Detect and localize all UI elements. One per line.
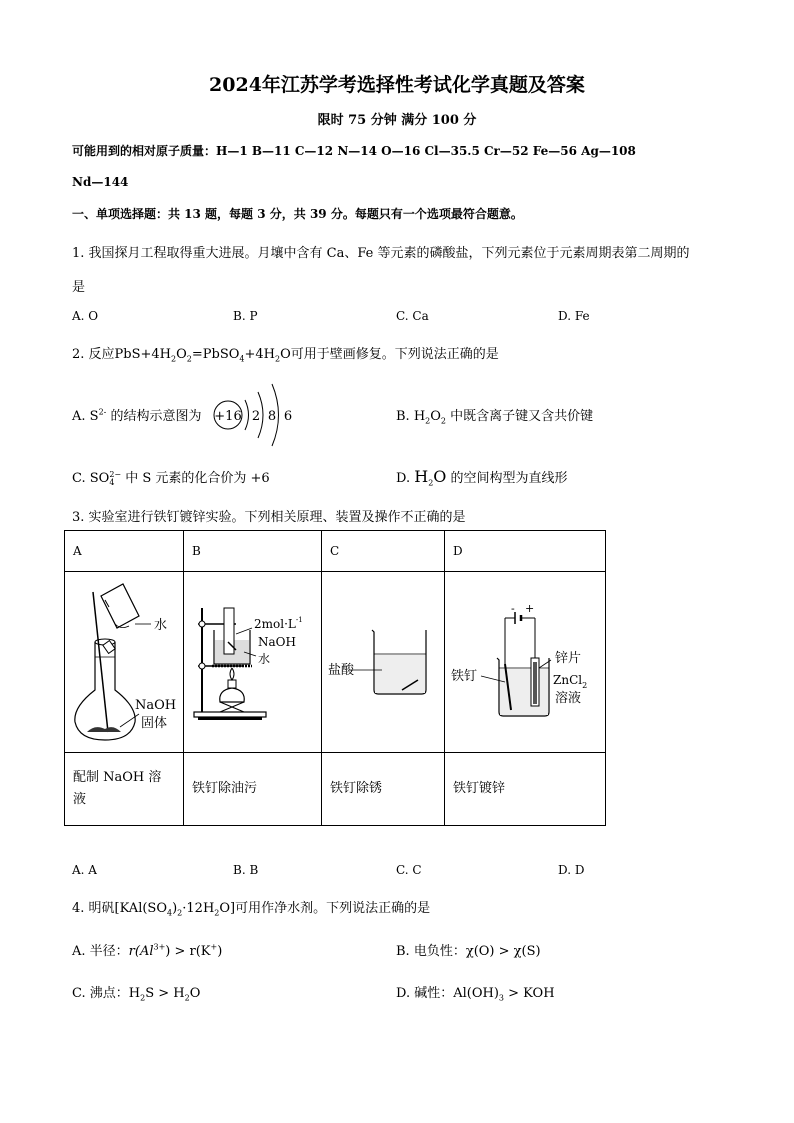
column-header-c: C (322, 531, 445, 572)
label-solid: 固体 (141, 716, 168, 731)
q1-option-c[interactable]: C. Ca (396, 309, 429, 323)
battery-negative: - (511, 602, 515, 615)
figure-d-cell (445, 572, 606, 753)
q1-option-a[interactable]: A. O (72, 309, 99, 323)
question-1-stem-cont: 是 (72, 280, 86, 295)
label-zinc-plate: 锌片 (555, 651, 582, 666)
q3-option-b[interactable]: B. B (233, 863, 259, 877)
question-1-stem: 1. 我国探月工程取得重大进展。月壤中含有 Ca、Fe 等元素的磷酸盐，下列元素位于元素周期表第二周期的 (72, 246, 690, 261)
electroplating-diagram (445, 572, 597, 748)
q4-option-d[interactable]: D. 碱性：$Al(OH)_3$ > KOH (396, 986, 555, 1003)
figure-a-cell (65, 572, 184, 753)
atomic-masses-line: 可能用到的相对原子质量：H—1 B—11 C—12 N—14 O—16 Cl—35.5 Cr—52 Fe—56 Ag—108 (72, 144, 636, 158)
figure-c-cell (322, 572, 445, 753)
q2-option-c[interactable]: C. SO 2− 4 中 S 元素的化合价为 +6 (72, 469, 270, 487)
label-solution: 溶液 (555, 691, 582, 706)
q4-option-a[interactable]: A. 半径：$r(Al^{3+}) > r(K^+)$ (72, 942, 223, 959)
question-2-stem: 2. 反应$PbS+4H_2O_2=PbSO_4+4H_2O$可用于壁画修复。下列说法正确的是 (72, 347, 499, 364)
q2-option-a[interactable]: A. $S^{2-}$ 的结构示意图为 (72, 407, 202, 424)
acid-beaker-diagram (322, 572, 436, 748)
caption-a: 配制 NaOH 溶 液 (65, 753, 184, 826)
label-zncl2: ZnCl$_2$ (553, 673, 588, 690)
q3-option-a[interactable]: A. A (72, 863, 97, 877)
label-water: 水 (154, 618, 168, 633)
label-water-b: 水 (258, 652, 271, 666)
caption-d: 铁钉镀锌 (445, 753, 606, 826)
reaction-equation: $PbS+4H_2O_2=PbSO_4+4H_2O$ (114, 347, 291, 364)
caption-c: 铁钉除锈 (322, 753, 445, 826)
question-3-stem: 3. 实验室进行铁钉镀锌实验。下列相关原理、装置及操作不正确的是 (72, 510, 466, 525)
q1-option-d[interactable]: D. Fe (558, 309, 590, 323)
q3-option-d[interactable]: D. D (558, 863, 585, 877)
caption-b: 铁钉除油污 (184, 753, 322, 826)
atomic-masses-line-2: Nd—144 (72, 175, 129, 189)
q2-option-b[interactable]: B. $H_2O_2$ 中既含离子键又含共价键 (396, 409, 594, 426)
volumetric-flask-diagram (65, 572, 183, 748)
shell-3-electrons: 6 (283, 409, 293, 424)
nucleus-charge: +16 (214, 409, 242, 424)
question-4-stem: 4. 明矾$[KAl(SO_4)_2\cdot 12H_2O]$可用作净水剂。下列说法正确的是 (72, 901, 431, 918)
label-iron-nail: 铁钉 (451, 669, 478, 684)
label-naoh-b: NaOH (258, 635, 296, 649)
time-limit-line: 限时 75 分钟 满分 100 分 (317, 113, 477, 128)
label-naoh: NaOH (135, 698, 177, 713)
shell-2-electrons: 8 (267, 409, 277, 424)
figure-b-cell (184, 572, 322, 753)
column-header-a: A (65, 531, 184, 572)
q2-option-d[interactable]: D. $H_2O$ 的空间构型为直线形 (396, 467, 568, 488)
label-hydrochloric-acid: 盐酸 (328, 663, 355, 678)
column-header-d: D (445, 531, 606, 572)
heating-apparatus-diagram (184, 572, 313, 748)
alum-formula: $[KAl(SO_4)_2\cdot 12H_2O]$ (114, 901, 236, 918)
q3-option-c[interactable]: C. C (396, 863, 422, 877)
experiment-table (64, 530, 606, 826)
page-title: 2024年江苏学考选择性考试化学真题及答案 (209, 74, 585, 96)
q1-option-b[interactable]: B. P (233, 309, 258, 323)
q4-option-b[interactable]: B. 电负性：χ(O) > χ(S) (396, 944, 541, 959)
battery-positive: + (525, 602, 535, 615)
section-heading: 一、单项选择题：共 13 题，每题 3 分，共 39 分。每题只有一个选项最符合题意。 (72, 207, 523, 221)
shell-1-electrons: 2 (251, 409, 261, 424)
column-header-b: B (184, 531, 322, 572)
q4-option-c[interactable]: C. 沸点：$H_2S > H_2O$ (72, 986, 201, 1003)
sulfide-ion-structure-diagram (210, 378, 300, 452)
label-concentration: $2mol\cdot L^{-1}$ (254, 616, 303, 631)
